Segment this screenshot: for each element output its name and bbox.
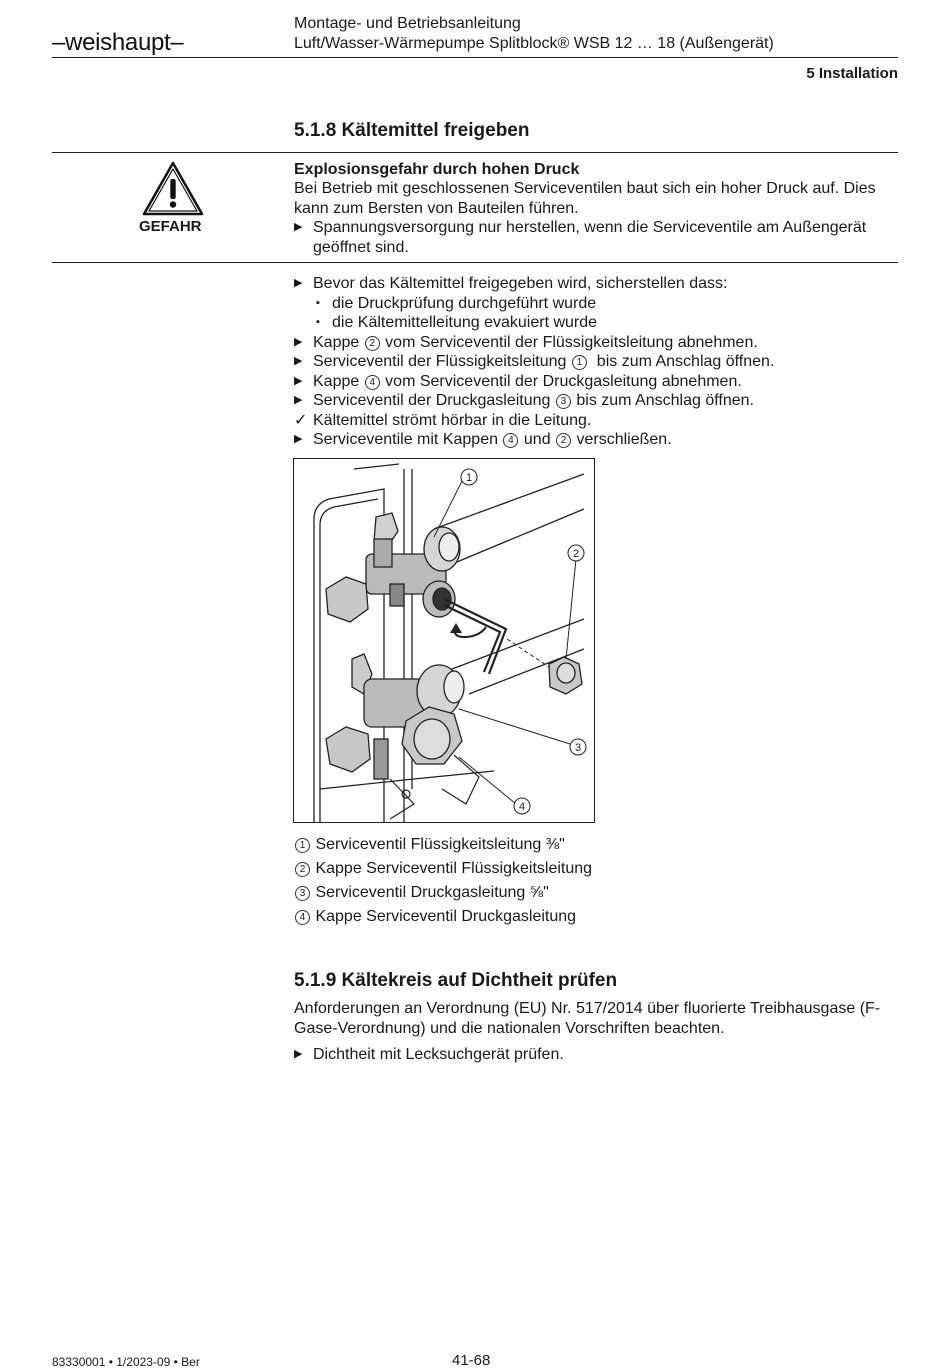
arrow-bullet-icon: ▶ [294, 394, 303, 406]
danger-title: Explosionsgefahr durch hohen Druck [294, 161, 580, 178]
danger-body [294, 179, 894, 257]
step-text: Serviceventil der Druckgasleitung [313, 392, 551, 409]
regulation-paragraph: Anforderungen an Verordnung (EU) Nr. 517/2014 über fluorierte Treibhausgase (F-Gase-Verordnung) und die nationalen Vorschriften beachten. [294, 1000, 881, 1037]
step-text: Kappe [313, 372, 360, 390]
list-item [294, 372, 894, 392]
step-result: Kältemittel strömt hörbar in die Leitung. [313, 411, 592, 429]
service-valve-illustration [293, 458, 595, 823]
leak-test-step [294, 1045, 894, 1065]
document-subtitle: Luft/Wasser-Wärmepumpe Splitblock® WSB 12 … 18 (Außengerät) [294, 35, 774, 52]
figure-callout-4: 4 [518, 801, 526, 813]
callout-ref: 4 [365, 375, 380, 390]
header-divider [52, 57, 898, 58]
callout-ref: 3 [556, 394, 571, 409]
legend-text: Serviceventil Flüssigkeitsleitung ⅜" [315, 836, 565, 853]
figure-callout-2: 2 [572, 548, 580, 560]
danger-action-text: Spannungsversorgung nur herstellen, wenn die Serviceventile am Außengerät geöffnet sind. [313, 219, 867, 256]
document-number: 83330001 • 1/2023-09 • Ber [52, 1355, 200, 1369]
weishaupt-logo: –weishaupt– [52, 29, 184, 56]
list-item [294, 333, 894, 353]
step-list [294, 274, 894, 450]
list-item [294, 294, 894, 314]
callout-ref: 2 [365, 336, 380, 351]
step-text: Serviceventile mit Kappen [313, 431, 498, 448]
legend-text: Kappe Serviceventil Flüssigkeitsleitung [315, 860, 593, 877]
list-item [294, 430, 894, 450]
danger-description: Bei Betrieb mit geschlossenen Serviceventilen baut sich ein hoher Druck auf. Dies kann zum Bersten von Bauteilen führen. [294, 180, 876, 217]
heading-5-1-9: 5.1.9 Kältekreis auf Dichtheit prüfen [294, 970, 618, 991]
step-text: Serviceventil der Flüssigkeitsleitung [313, 353, 567, 370]
legend-text: Kappe Serviceventil Druckgasleitung [315, 908, 577, 925]
step-text: verschließen. [576, 431, 672, 448]
legend-item [294, 835, 794, 859]
figure-callout-1: 1 [465, 472, 473, 484]
page-number: 41-68 [452, 1352, 491, 1369]
legend-number: 4 [295, 910, 310, 925]
danger-action [294, 218, 894, 257]
legend-item [294, 883, 794, 907]
legend-number: 3 [295, 886, 310, 901]
step-text: vom Serviceventil der Druckgasleitung abnehmen. [385, 372, 742, 390]
checkmark-icon: ✓ [294, 411, 308, 429]
step-text: die Kältemittelleitung evakuiert wurde [332, 314, 598, 331]
step-text: Kappe [313, 333, 360, 351]
arrow-bullet-icon: ▶ [294, 355, 303, 367]
callout-ref: 4 [503, 433, 518, 448]
figure-legend [294, 835, 794, 931]
step-text: bis zum Anschlag öffnen. [596, 353, 775, 370]
step-text: und [523, 431, 551, 448]
chapter-label: 5 Installation [806, 65, 898, 82]
legend-item [294, 859, 794, 883]
square-bullet-icon: ▪ [316, 296, 320, 309]
legend-item [294, 907, 794, 931]
figure-callout-3: 3 [574, 742, 582, 754]
danger-box-bottom-rule [52, 262, 898, 263]
danger-box-top-rule [52, 152, 898, 153]
legend-number: 1 [295, 838, 310, 853]
arrow-bullet-icon: ▶ [294, 433, 303, 445]
list-item [294, 1045, 894, 1065]
step-text: bis zum Anschlag öffnen. [576, 392, 754, 409]
list-item [294, 274, 894, 294]
step-text: die Druckprüfung durchgeführt wurde [332, 294, 597, 312]
arrow-bullet-icon: ▶ [294, 1048, 303, 1060]
valve-drawing [294, 459, 595, 823]
step-text: vom Serviceventil der Flüssigkeitsleitung abnehmen. [385, 333, 758, 351]
step-text: Bevor das Kältemittel freigegeben wird, sicherstellen dass: [313, 275, 728, 292]
heading-5-1-8: 5.1.8 Kältemittel freigeben [294, 120, 530, 141]
danger-label: GEFAHR [139, 218, 202, 235]
arrow-bullet-icon: ▶ [294, 221, 303, 233]
list-item [294, 352, 894, 372]
square-bullet-icon: ▪ [316, 316, 320, 328]
arrow-bullet-icon: ▶ [294, 335, 303, 348]
document-title: Montage- und Betriebsanleitung [294, 15, 521, 32]
list-item [294, 391, 894, 411]
warning-triangle-icon [141, 160, 205, 218]
step-text: Dichtheit mit Lecksuchgerät prüfen. [313, 1046, 564, 1063]
legend-number: 2 [295, 862, 310, 877]
arrow-bullet-icon: ▶ [294, 374, 303, 387]
list-item [294, 313, 894, 333]
callout-ref: 2 [556, 433, 571, 448]
legend-text: Serviceventil Druckgasleitung ⅝" [315, 884, 549, 901]
callout-ref: 1 [572, 355, 587, 370]
list-item [294, 411, 894, 431]
arrow-bullet-icon: ▶ [294, 277, 303, 289]
